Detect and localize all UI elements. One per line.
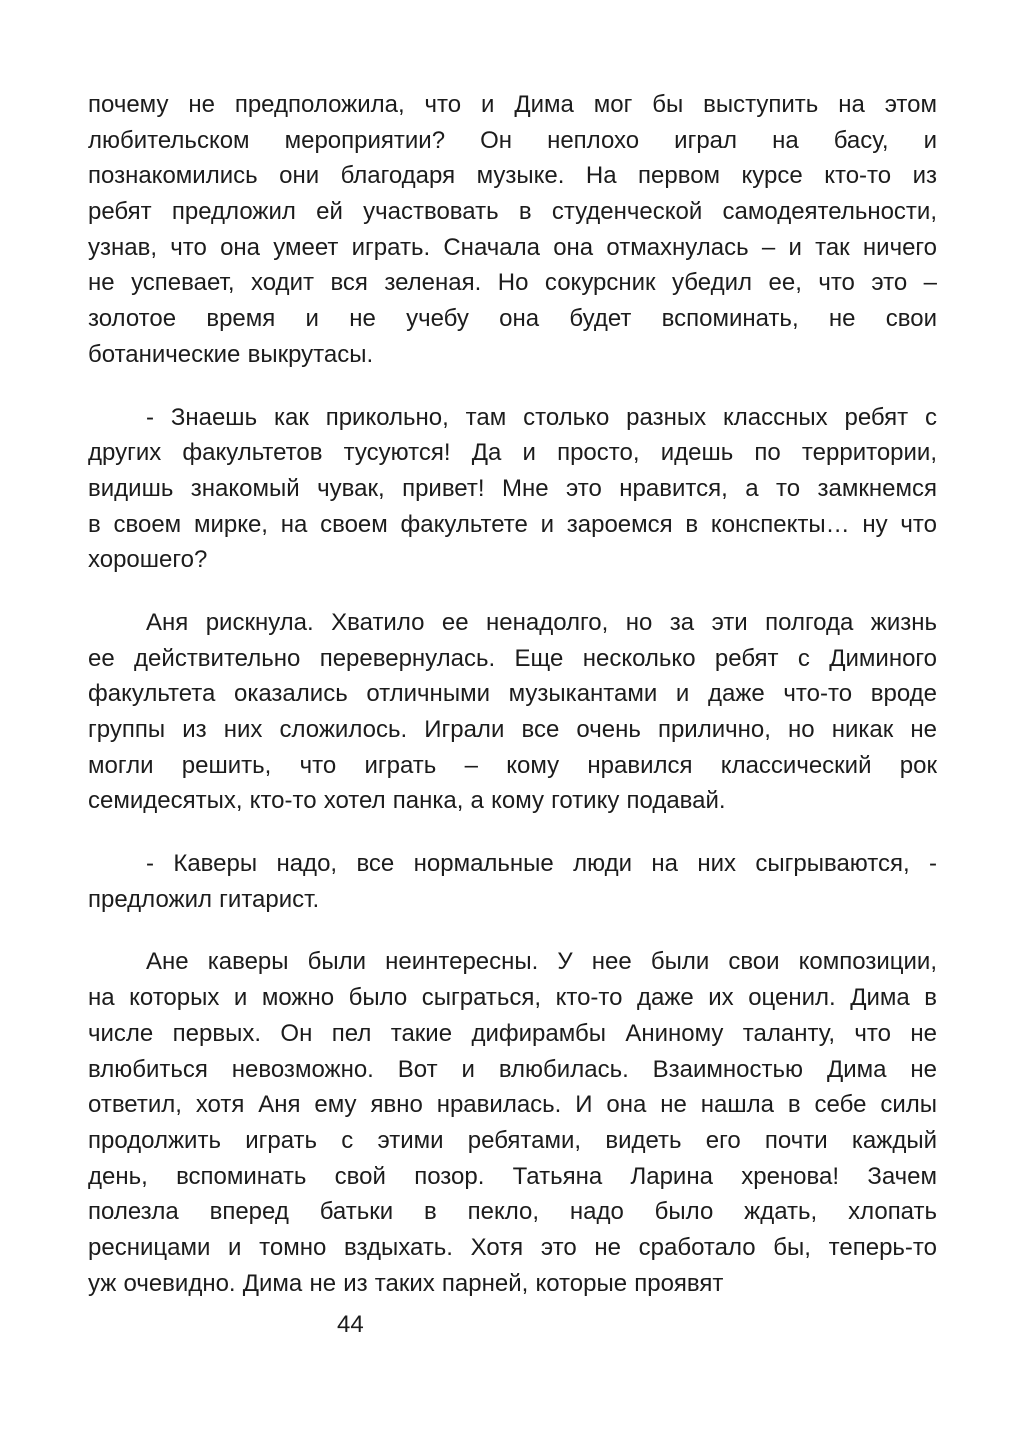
text-line: могли решить, что играть – кому нравился классический рок [88, 751, 937, 779]
text-line: группы из них сложилось. Играли все очень прилично, но никак не [88, 716, 937, 743]
paragraph [88, 400, 937, 578]
text-line: на которых и можно было сыграться, кто-то даже их оценил. Дима в [88, 984, 937, 1012]
text-line: ответил, хотя Аня ему явно нравилась. И она не нашла в себе силы [88, 1091, 937, 1119]
text-line: любительском мероприятии? Он неплохо играл на басу, и [88, 126, 937, 154]
text-line: полезла вперед батьки в пекло, надо было ждать, хлопать [88, 1198, 937, 1226]
paragraph [88, 605, 937, 819]
text-line: золотое время и не учебу она будет вспоминать, не свои [88, 305, 937, 333]
text-line: в своем мирке, на своем факультете и зароемся в конспекты… ну что [88, 510, 937, 538]
text-line: числе первых. Он пел такие дифирамбы Аниному таланту, что не [88, 1019, 937, 1047]
text-line: почему не предположила, что и Дима мог бы выступить на этом [88, 91, 937, 118]
text-line: семидесятых, кто-то хотел панка, а кому готику подавай. [88, 787, 726, 815]
paragraph [88, 944, 937, 1301]
text-line: видишь знакомый чувак, привет! Мне это нравится, а то замкнемся [88, 474, 937, 502]
text-line: хорошего? [88, 546, 208, 574]
text-line: влюбиться невозможно. Вот и влюбилась. Взаимностью Дима не [88, 1055, 937, 1083]
text-line: день, вспоминать свой позор. Татьяна Ларина хренова! Зачем [88, 1162, 937, 1190]
text-line: других факультетов тусуются! Да и просто, идешь по территории, [88, 439, 937, 467]
text-line: узнав, что она умеет играть. Сначала она отмахнулась – и так ничего [88, 233, 937, 261]
text-line: - Знаешь как прикольно, там столько разных классных ребят с [146, 403, 937, 431]
text-line: не успевает, ходит вся зеленая. Но сокурсник убедил ее, что это – [88, 269, 937, 297]
text-line: продолжить играть с этими ребятами, видеть его почти каждый [88, 1126, 937, 1154]
paragraph [88, 846, 937, 917]
paragraph [88, 87, 937, 373]
text-line: уж очевидно. Дима не из таких парней, которые проявят [88, 1269, 724, 1297]
text-line: факультета оказались отличными музыкантами и даже что-то вроде [88, 680, 937, 708]
text-line: ресницами и томно вздыхать. Хотя это не сработало бы, теперь-то [88, 1233, 937, 1261]
page-number: 44 [337, 1311, 364, 1339]
text-line: ее действительно перевернулась. Еще несколько ребят с Диминого [88, 644, 937, 672]
text-line: познакомились они благодаря музыке. На первом курсе кто-то из [88, 162, 937, 190]
text-line: предложил гитарист. [88, 885, 320, 913]
page-text [88, 87, 937, 1301]
text-line: Ане каверы были неинтересны. У нее были свои композиции, [146, 948, 937, 976]
text-line: - Каверы надо, все нормальные люди на них сыгрываются, - [146, 850, 937, 878]
page-footer [88, 1307, 937, 1343]
text-line: ребят предложил ей участвовать в студенческой самодеятельности, [88, 198, 937, 226]
text-line: Аня рискнула. Хватило ее ненадолго, но за эти полгода жизнь [146, 608, 937, 636]
text-line: ботанические выкрутасы. [88, 340, 374, 368]
